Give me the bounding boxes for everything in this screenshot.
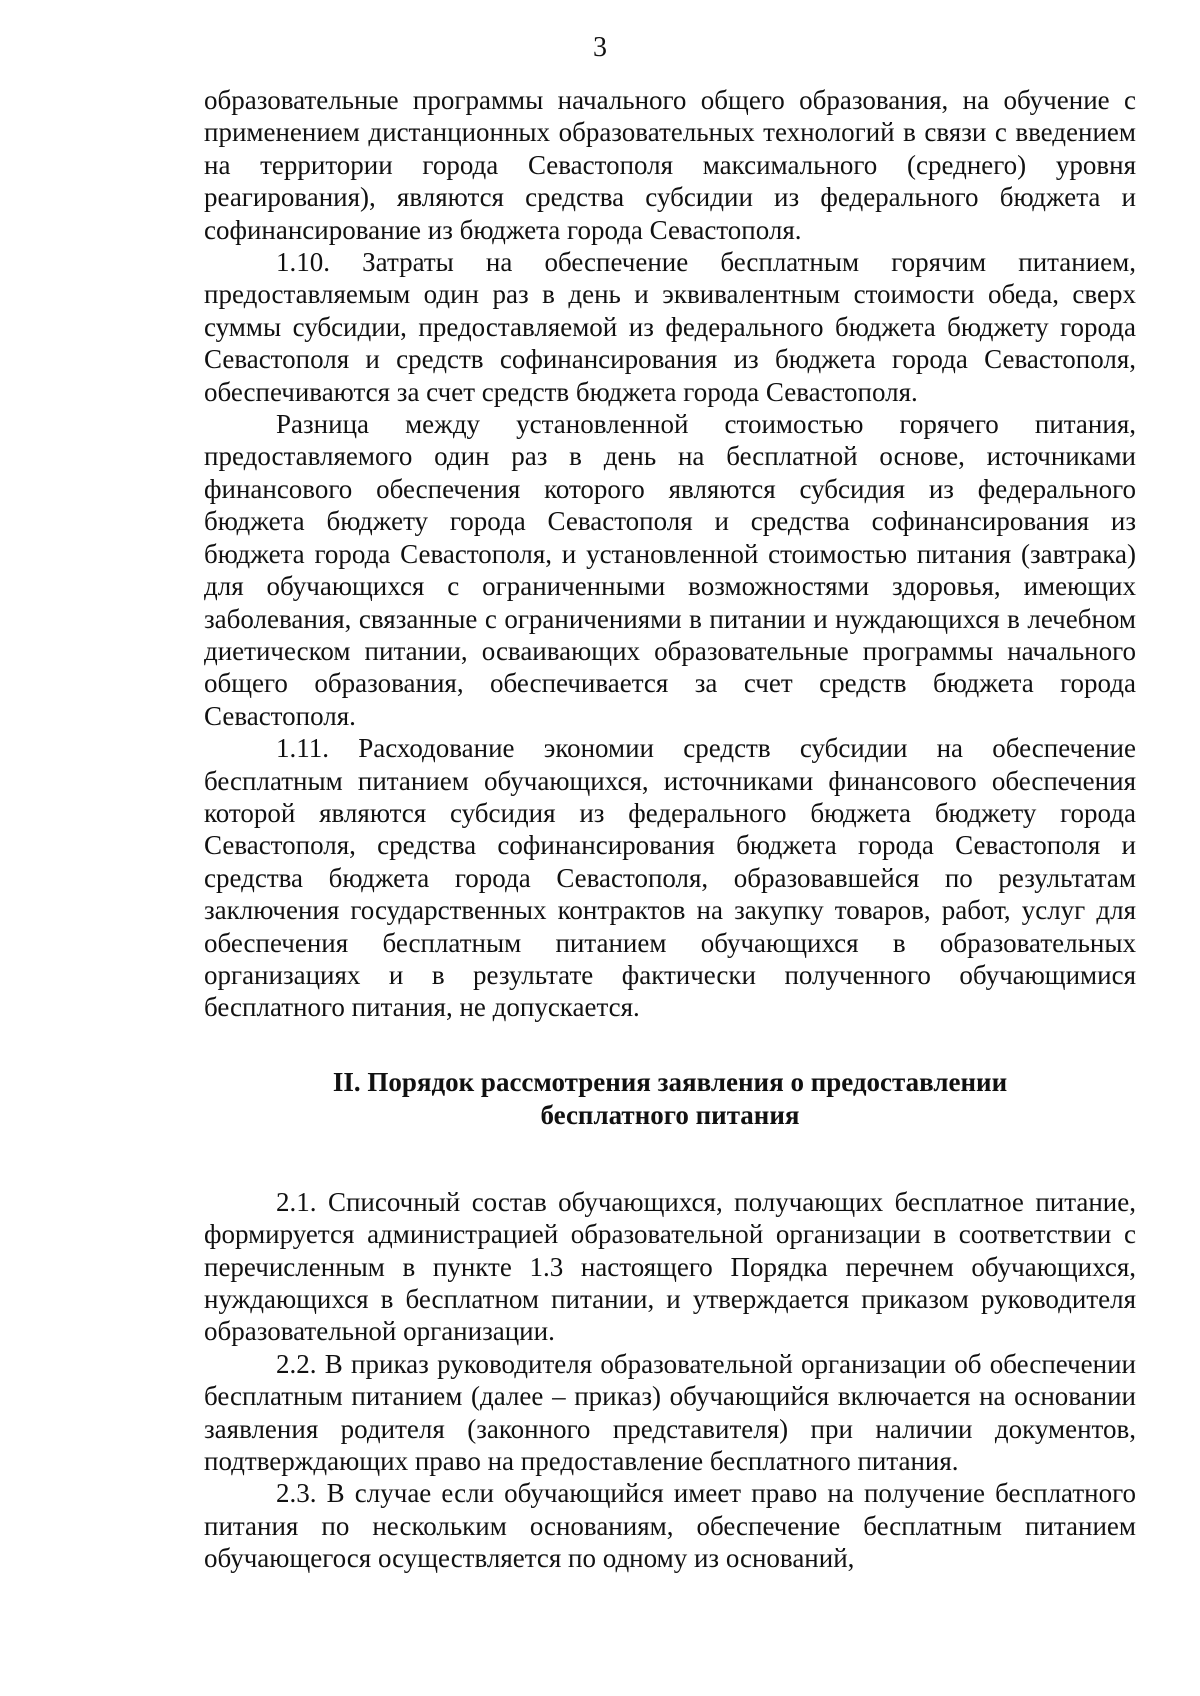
paragraph-1-9-continuation: образовательные программы начального общего образования, на обучение с применением дистанционных образовательных технологий в связи с введением на территории города Севастополя максимального (среднего) уровня реагирования), являются средства субсидии из федерального бюджета и софинансирование из бюджета города Севастополя. <box>204 85 1136 245</box>
paragraph-difference: Разница между установленной стоимостью горячего питания, предоставляемого один раз в день на бесплатной основе, источниками финансового обеспечения которого являются субсидия из федерального бюджета бюджету города Севастополя и средства софинансирования из бюджета города Севастополя, и установленной стоимостью питания (завтрака) для обучающихся с ограниченными возможностями здоровья, имеющих заболевания, связанные с ограничениями в питании и нуждающихся в лечебном диетическом питании, осваивающих образовательные программы начального общего образования, обеспечивается за счет средств бюджета города Севастополя. <box>204 409 1136 731</box>
paragraph-2-3: 2.3. В случае если обучающийся имеет право на получение бесплатного питания по нескольким основаниям, обеспечение бесплатным питанием обучающегося осуществляется по одному из оснований, <box>204 1478 1136 1574</box>
paragraph-2-1: 2.1. Списочный состав обучающихся, получающих бесплатное питание, формируется администрацией образовательной организации в соответствии с перечисленным в пункте 1.3 настоящего Порядка перечнем обучающихся, нуждающихся в бесплатном питании, и утверждается приказом руководителя образовательной организации. <box>204 1186 1136 1347</box>
document-body <box>204 84 1136 1575</box>
section-heading <box>204 1066 1136 1132</box>
page-number: 3 <box>593 32 607 63</box>
section-heading-line-1: II. Порядок рассмотрения заявления о предоставлении <box>332 1066 1008 1097</box>
paragraph-1-11: 1.11. Расходование экономии средств субсидии на обеспечение бесплатным питанием обучающихся, источниками финансового обеспечения которой являются субсидия из федерального бюджета бюджету города Севастополя, средства софинансирования бюджета города Севастополя и средства бюджета города Севастополя, образовавшейся по результатам заключения государственных контрактов на закупку товаров, работ, услуг для обеспечения бесплатным питанием обучающихся в образовательных организациях и в результате фактически полученного обучающимися бесплатного питания, не допускается. <box>204 733 1136 1023</box>
paragraph-2-2: 2.2. В приказ руководителя образовательной организации об обеспечении бесплатным питанием (далее – приказ) обучающийся включается на основании заявления родителя (законного представителя) при наличии документов, подтверждающих право на предоставление бесплатного питания. <box>204 1348 1136 1477</box>
paragraph-1-10: 1.10. Затраты на обеспечение бесплатным горячим питанием, предоставляемым один раз в день и эквивалентным стоимости обеда, сверх суммы субсидии, предоставляемой из федерального бюджета бюджету города Севастополя и средств софинансирования из бюджета города Севастополя, обеспечиваются за счет средств бюджета города Севастополя. <box>204 247 1136 407</box>
section-heading-line-2: бесплатного питания <box>540 1099 800 1130</box>
